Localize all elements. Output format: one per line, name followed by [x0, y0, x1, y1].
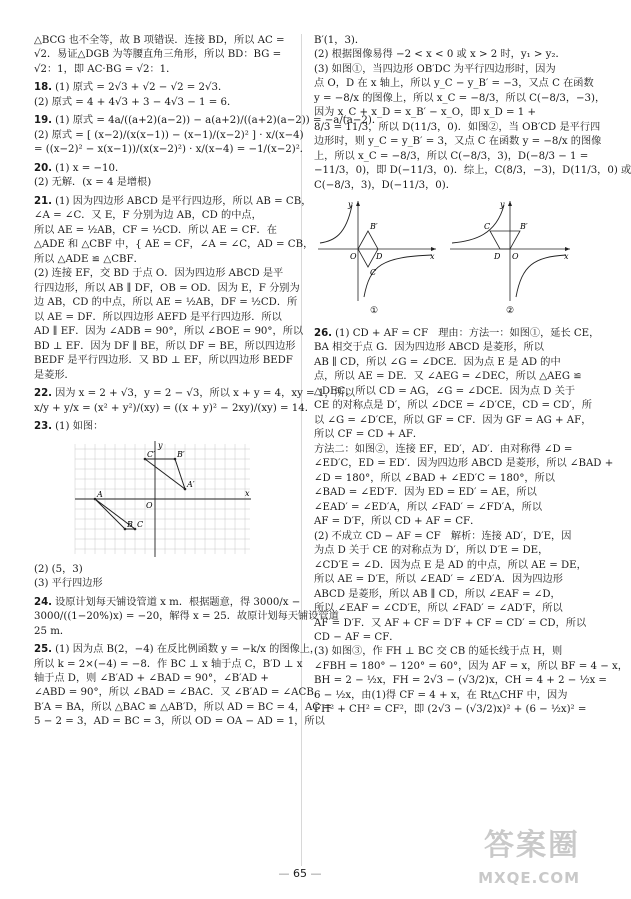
- text-line: ∠D = 180°，所以 ∠BAD + ∠ED′C = 180°，所以: [314, 472, 555, 484]
- text-line: CD − AF = CF．: [314, 631, 400, 643]
- question-25: [34, 643, 332, 730]
- label-x: x: [430, 252, 435, 262]
- point-label: A′: [187, 479, 195, 489]
- question-20: [34, 162, 296, 191]
- label-y: y: [500, 200, 505, 210]
- question-number: 22.: [34, 388, 53, 400]
- text-line: BD ⊥ EF．因为 DF ∥ BE，所以 DF = BE，所以四边形: [34, 340, 296, 352]
- label-c: C: [484, 222, 491, 232]
- text-line: AB ∥ CD，所以 ∠G = ∠DCE．因为点 E 是 AD 的中: [314, 356, 561, 368]
- q17-continuation: [34, 34, 296, 77]
- coordinate-grid-figure: [75, 439, 255, 559]
- text-line: √2．易证△DGB 为等腰直角三角形，所以 BD：BG =: [34, 49, 282, 61]
- question-number: 24.: [34, 596, 53, 608]
- label-d: D: [376, 252, 383, 262]
- hyperbola-branch-upper-left: [320, 205, 352, 243]
- y-axis-label: y: [158, 440, 163, 450]
- point-label: B′: [177, 449, 185, 459]
- question-24: [34, 596, 339, 639]
- question-21: [34, 195, 314, 383]
- hyperbola-branch-upper-left: [452, 205, 504, 243]
- text-line: 所以 △ADE ≌ △CBF．: [34, 253, 144, 265]
- x-axis-arrow: [565, 247, 570, 251]
- question-19: [34, 114, 383, 157]
- text-line: ∠A = ∠C．又 E，F 分别为边 AB，CD 的中点，: [34, 210, 262, 222]
- figure-caption: ②: [506, 306, 515, 317]
- text-line: x/y + y/x = (x² + y²)/(xy) = ((x + y)² − 2xy)/(xy) = 14．: [34, 402, 315, 414]
- hyperbola-figure-2: [450, 200, 570, 316]
- text-line: 所以 k = 2×(−4) = −8．作 BC ⊥ x 轴于点 C，B′D ⊥ x: [34, 658, 303, 670]
- text-line: ∠ED′C，ED = ED′．因为四边形 ABCD 是菱形，所以 ∠BAD +: [314, 458, 614, 470]
- text-line: (2) 原式 = 4 + 4√3 + 3 − 4√3 − 1 = 6．: [34, 96, 238, 108]
- text-line: 方法二：如图②，连接 EF，ED′，AD′．由对称得 ∠D =: [314, 443, 573, 455]
- point-marker: [134, 527, 137, 530]
- column-divider: [301, 34, 302, 866]
- text-line: 3000/((1−20%)x) = −20，解得 x = 25．故原计划每天铺设管道: [34, 611, 339, 623]
- point-label: C′: [147, 449, 155, 459]
- text-line: 行四边形，所以 AB ∥ DF，OB = OD．因为 E，F 分别为: [34, 282, 300, 294]
- text-line: 点 O，D 在 x 轴上，所以 y_C − y_B′ = −3，又点 C 在函数: [314, 78, 594, 90]
- question-number: 20.: [34, 162, 53, 174]
- hyperbola-figures: [314, 197, 576, 320]
- text-line: y = −8/x 的图像上，所以 x_C = −8/3，所以 C(−8/3，−3)，: [314, 92, 606, 104]
- question-number: 21.: [34, 195, 53, 207]
- text-line: AF = D′F．又 AF + CF = D′F + CF = CD′ = CD，所以: [314, 617, 587, 629]
- text-line: (2) 原式 = [ (x−2)/(x(x−1)) − (x−1)/(x−2)² ] · x/(x−4): [34, 129, 304, 141]
- origin-label: O: [146, 500, 153, 510]
- parallelogram-ob-cd: [490, 231, 520, 249]
- hyperbola-branch-lower-right: [516, 255, 566, 297]
- point-label: B: [127, 519, 133, 529]
- text-line: 因为 x = 2 + √3，y = 2 − √3，所以 x + y = 4，xy = 1，所以: [55, 388, 355, 400]
- text-line: (2) 不成立 CD − AF = CF 解析：连接 AD′，D′E，因: [314, 530, 572, 542]
- text-line: (2) 无解．(x = 4 是增根): [34, 177, 152, 189]
- point-marker: [174, 457, 177, 460]
- label-o: O: [350, 252, 357, 262]
- point-labels: [96, 450, 195, 529]
- text-line: △ADE 和 △CBF 中，{ AE = CF，∠A = ∠C，AD = CB，: [34, 239, 314, 251]
- point-label: C: [137, 519, 144, 529]
- text-line: ∠CD′E = ∠D．因为点 E 是 AD 的中点，所以 AE = DE，: [314, 559, 587, 571]
- text-line: −11/3，0)，即 D(−11/3，0)．综上，C(8/3，−3)，D(11/3，0) 或: [314, 165, 631, 177]
- text-line: 以 ∠G = ∠D′CE，所以 GF = CF．因为 GF = AG + AF，: [314, 414, 592, 426]
- text-line: BA 相交于点 G．因为四边形 ABCD 是菱形，所以: [314, 342, 544, 354]
- figure-caption: ①: [370, 306, 379, 317]
- x-axis-label: x: [245, 488, 250, 498]
- text-line: B′A = BA，所以 △BAC ≌ △AB′D，所以 AD = BC = 4，AC =: [34, 701, 332, 713]
- text-line: (3) 如图①，当四边形 OB′DC 为平行四边形时，因为: [314, 63, 556, 75]
- label-d: D: [494, 252, 501, 262]
- question-number: 18.: [34, 82, 53, 94]
- label-x: x: [564, 252, 569, 262]
- question-18: [34, 81, 296, 110]
- question-26: [314, 327, 628, 718]
- text-line: 以 AE = DF．所以四边形 AEFD 是平行四边形．所以: [34, 311, 282, 323]
- text-line: (1) x = −10．: [55, 162, 126, 174]
- grid-axes: [75, 441, 251, 557]
- text-line: △BCG 也不全等，故 B 项错误．连接 BD，所以 AC =: [34, 35, 285, 46]
- text-line: BH = 2 − ½x，FH = 2√3 − (√3/2)x，CH = 4 + 2 − ½x =: [314, 675, 607, 687]
- page-number-value: 65: [293, 867, 307, 880]
- hyperbola-figure-pair: [314, 197, 576, 315]
- watermark-url: MXQE.COM: [478, 868, 580, 887]
- text-line: 轴于点 D，则 ∠B′AD + ∠BAD = 90°，∠B′AD +: [34, 672, 269, 684]
- label-o: O: [512, 252, 519, 262]
- text-line: 25 m．: [34, 625, 71, 637]
- text-line: C(−8/3，3)，D(−11/3，0)．: [314, 179, 456, 191]
- x-axis-arrow: [431, 247, 436, 251]
- label-b-prime: B′: [520, 222, 528, 232]
- text-line: (1) 原式 = 4a/((a+2)(a−2)) − a(a+2)/((a+2)(a−2)) = −a/(a−2)．: [55, 115, 383, 127]
- text-line: (1) 因为点 B(2，−4) 在反比例函数 y = −k/x 的图像上，: [55, 644, 321, 656]
- label-y: y: [348, 200, 353, 210]
- text-line: B′(1，3)．: [314, 35, 366, 46]
- text-line: (1) 如图：: [55, 421, 104, 433]
- page-number: — 65 —: [278, 867, 322, 880]
- y-axis-arrow: [508, 201, 512, 206]
- text-line: (3) 如图③，作 FH ⊥ BC 交 CB 的延长线于点 H，则: [314, 646, 563, 658]
- text-line: 所以 AE = D′E，所以 ∠EAD′ = ∠ED′A．因为四边形: [314, 574, 563, 586]
- label-b-prime: B′: [370, 222, 378, 232]
- point-marker: [144, 457, 147, 460]
- point-marker: [94, 497, 97, 500]
- text-line: 点，所以 AE = DE．又 ∠AEG = ∠DEC，所以 △AEG ≌: [314, 371, 582, 383]
- text-line: ∠FBH = 180° − 120° = 60°，因为 AF = x，所以 BF = 4 − x，: [314, 660, 628, 672]
- text-line: 上，所以 x_C = −8/3，所以 C(−8/3，3)，D(−8/3 − 1 =: [314, 150, 589, 162]
- text-line: (3) 平行四边形: [34, 578, 103, 590]
- text-line: (1) 原式 = 2√3 + √2 − √2 = 2√3．: [55, 82, 229, 94]
- text-line: 设原计划每天铺设管道 x m．根据题意，得 3000/x −: [55, 596, 301, 608]
- text-line: ∠BAD = ∠ED′F．因为 ED = ED′ = AE，所以: [314, 487, 537, 499]
- hyperbola-figure-1: [318, 200, 436, 316]
- question-number: 25.: [34, 644, 53, 656]
- point-label: A: [97, 489, 103, 499]
- text-line: (1) 因为四边形 ABCD 是平行四边形，所以 AB = CB，: [55, 195, 312, 207]
- question-number: 23.: [34, 421, 53, 433]
- right-column: [314, 34, 631, 722]
- text-line: (2) (5，3): [34, 563, 83, 575]
- text-line: AF = D′F，所以 CD + AF = CF．: [314, 516, 481, 528]
- text-line: 6 − ½x，由(1)得 CF = 4 + x，在 Rt△CHF 中，因为: [314, 689, 568, 701]
- question-23: [34, 420, 296, 591]
- point-marker: [184, 487, 187, 490]
- question-number: 26.: [314, 327, 333, 339]
- site-watermark: [478, 825, 580, 889]
- watermark-logo-text: 答案圈: [484, 828, 580, 864]
- text-line: 8/3 = 11/3，所以 D(11/3，0)．如图②，当 OB′CD 是平行四: [314, 121, 601, 133]
- text-line: 因为 x_C + x_D = x_B′ − x_O，即 x_D = 1 +: [314, 107, 537, 119]
- text-line: 所以 AE = ½AB，CF = ½CD．所以 AE = CF．在: [34, 224, 277, 236]
- text-line: 所以 ∠EAF = ∠CD′E，所以 ∠FAD′ = ∠AD′F，所以: [314, 603, 563, 615]
- text-line: 边 AB，CD 的中点，所以 AE = ½AB，DF = ½CD．所: [34, 297, 298, 309]
- text-line: ∠EAD′ = ∠ED′A，所以 ∠FAD′ = ∠FD′A，所以: [314, 501, 543, 513]
- text-line: FH² + CH² = CF²，即 (2√3 − (√3/2)x)² + (6 − ½x)² =: [314, 704, 587, 716]
- text-line: √2：1，即 AC·BG = √2：1．: [34, 63, 177, 75]
- text-line: 是菱形．: [34, 369, 75, 381]
- text-line: BEDF 是平行四边形．又 BD ⊥ EF，所以四边形 BEDF: [34, 355, 293, 367]
- text-line: ∠ABD = 90°，所以 ∠BAD = ∠BAC．又 ∠B′AD = ∠ACB，: [34, 687, 324, 699]
- text-line: △DEC，所以 CD = AG，∠G = ∠DCE．因为点 D 关于: [314, 385, 576, 397]
- point-marker: [124, 527, 127, 530]
- question-22: [34, 387, 355, 416]
- text-line: = ((x−2)² − x(x−1))/(x(x−2)²) · x/(x−4) = −1/(x−2)²．: [34, 144, 310, 156]
- text-line: 边形时，则 y_C = y_B′ = 3，又点 C 在函数 y = −8/x 的图像: [314, 136, 602, 148]
- text-line: 为点 D 关于 CE 的对称点为 D′，所以 D′E = DE，: [314, 545, 549, 557]
- label-c: C: [370, 268, 377, 278]
- y-axis-arrow: [356, 201, 360, 206]
- text-line: ABCD 是菱形，所以 AB ∥ CD，所以 ∠EAF = ∠D，: [314, 588, 561, 600]
- text-line: (1) CD + AF = CF 理由：方法一：如图①，延长 CE，: [335, 327, 600, 339]
- text-line: (2) 连接 EF，交 BD 于点 O．因为四边形 ABCD 是平: [34, 268, 284, 280]
- text-line: 所以 CF = CD + AF．: [314, 429, 424, 441]
- question-number: 19.: [34, 115, 53, 127]
- text-line: CE 的对称点是 D′，所以 ∠DCE = ∠D′CE，CD = CD′，所: [314, 400, 592, 412]
- text-line: AD ∥ EF．因为 ∠ADB = 90°，所以 ∠BOE = 90°，所以: [34, 326, 304, 338]
- q25-continuation: [314, 34, 631, 193]
- text-line: 5 − 2 = 3，AD = BC = 3，所以 OD = OA − AD = 1，所以: [34, 716, 325, 728]
- text-line: (2) 根据图像易得 −2 < x < 0 或 x > 2 时，y₁ > y₂．: [314, 49, 566, 61]
